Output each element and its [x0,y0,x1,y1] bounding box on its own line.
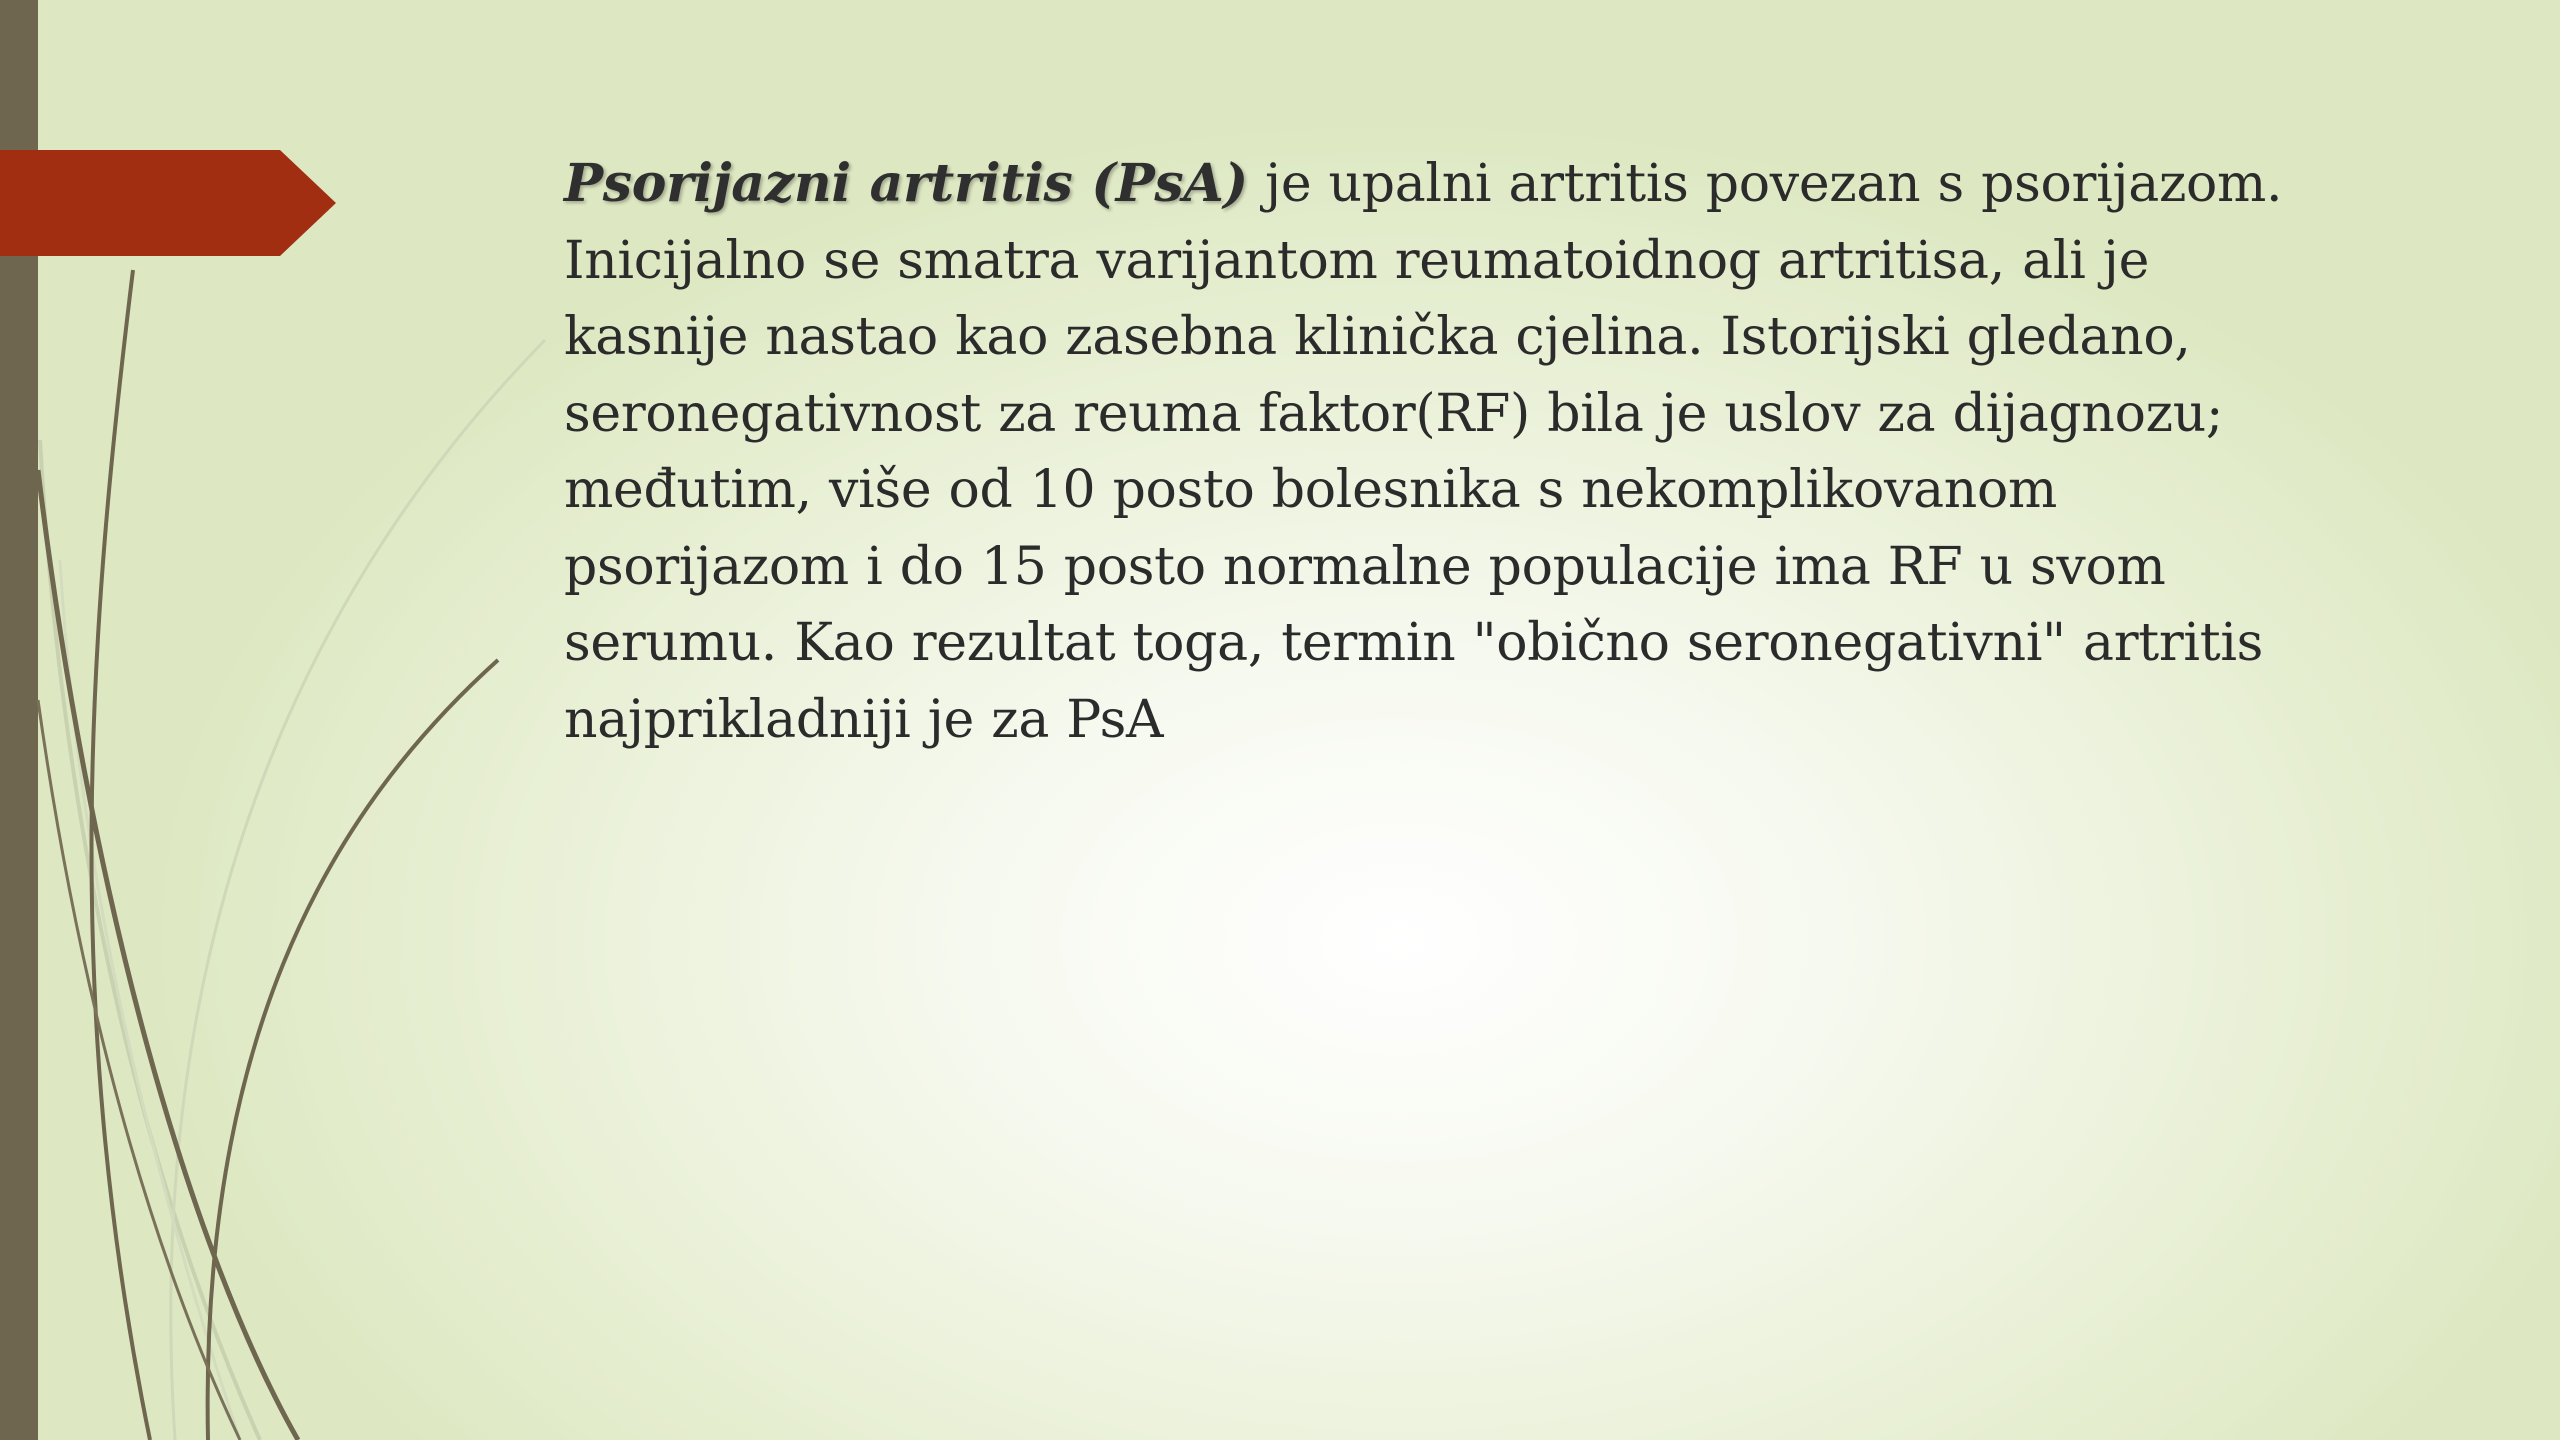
text-line-1 [564,146,2444,223]
curve-faint-2 [171,340,545,1440]
lead-term: Psorijazni artritis (PsA) [564,153,1248,214]
curve-faint-3 [60,560,240,1440]
curve-dark-3 [208,660,498,1440]
text-line-1-rest: je upalni artritis povezan s psorijazom. [1247,154,2283,214]
text-line-7: serumu. Kao rezultat toga, termin "obično seronegativni" artritis [564,613,2264,673]
text-line-2: Inicijalno se smatra varijantom reumatoidnog artritisa, ali je [564,230,2150,291]
curve-dark-2 [38,470,298,1440]
body-text [564,146,2444,758]
title-tag-arrow [0,150,336,256]
text-line-4: seronegativnost za reuma faktor(RF) bila je uslov za dijagnozu; [564,383,2224,444]
text-line-6: psorijazom i do 15 posto normalne populacije ima RF u svom [564,536,2166,597]
text-line-3: kasnije nastao kao zasebna klinička cjelina. Istorijski gledano, [564,307,2191,367]
text-line-5: međutim, više od 10 posto bolesnika s nekomplikovanom [564,460,2057,520]
text-line-8: najprikladniji je za PsA [564,689,1164,750]
